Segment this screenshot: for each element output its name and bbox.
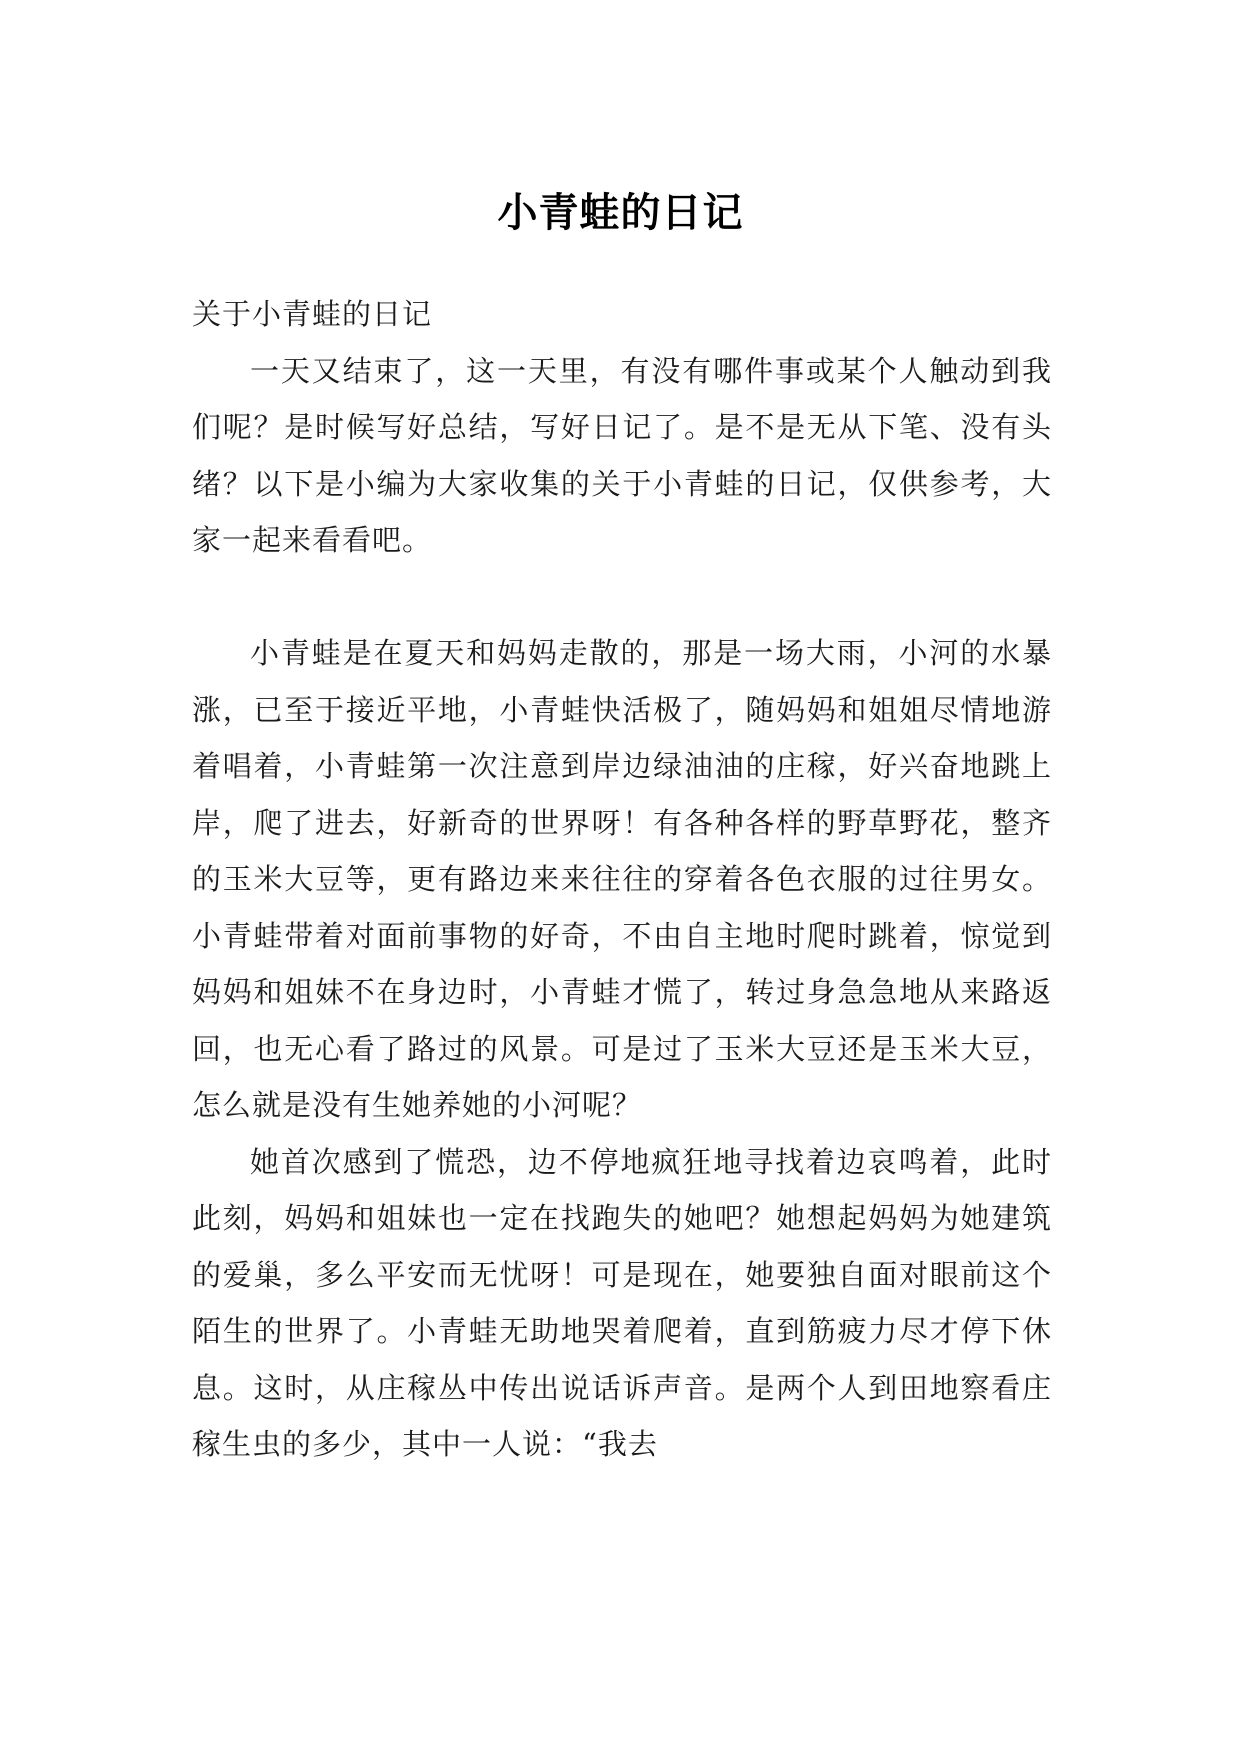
body-paragraph: 她首次感到了慌恐，边不停地疯狂地寻找着边哀鸣着，此时此刻，妈妈和姐妹也一定在找跑失的她吧？她想起妈妈为她建筑的爱巢，多么平安而无忧呀！可是现在，她要独自面对眼前这个陌生的世界了。小青蛙无助地哭着爬着，直到筋疲力尽才停下休息。这时，从庄稼丛中传出说话诉声音。是两个人到田地察看庄稼生虫的多少，其中一人说：“我去 (192, 1144, 1052, 1461)
body-paragraph: 小青蛙是在夏天和妈妈走散的，那是一场大雨，小河的水暴涨，已至于接近平地，小青蛙快活极了，随妈妈和姐姐尽情地游着唱着，小青蛙第一次注意到岸边绿油油的庄稼，好兴奋地跳上岸，爬了进去，好新奇的世界呀！有各种各样的野草野花，整齐的玉米大豆等，更有路边来来往往的穿着各色衣服的过往男女。小青蛙带着对面前事物的好奇，不由自主地时爬时跳着，惊觉到妈妈和姐妹不在身边时，小青蛙才慌了，转过身急急地从来路返回，也无心看了路过的风景。可是过了玉米大豆还是玉米大豆，怎么就是没有生她养她的小河呢？ (192, 636, 1052, 1122)
intro-paragraph: 一天又结束了，这一天里，有没有哪件事或某个人触动到我们呢？是时候写好总结，写好日记了。是不是无从下笔、没有头绪？以下是小编为大家收集的关于小青蛙的日记，仅供参考，大家一起来看看吧。 (192, 353, 1052, 557)
document-subtitle: 关于小青蛙的日记 (192, 297, 433, 331)
paragraph-spacer (192, 569, 1052, 626)
document-title: 小青蛙的日记 (497, 189, 744, 236)
document-body (192, 286, 1052, 1473)
